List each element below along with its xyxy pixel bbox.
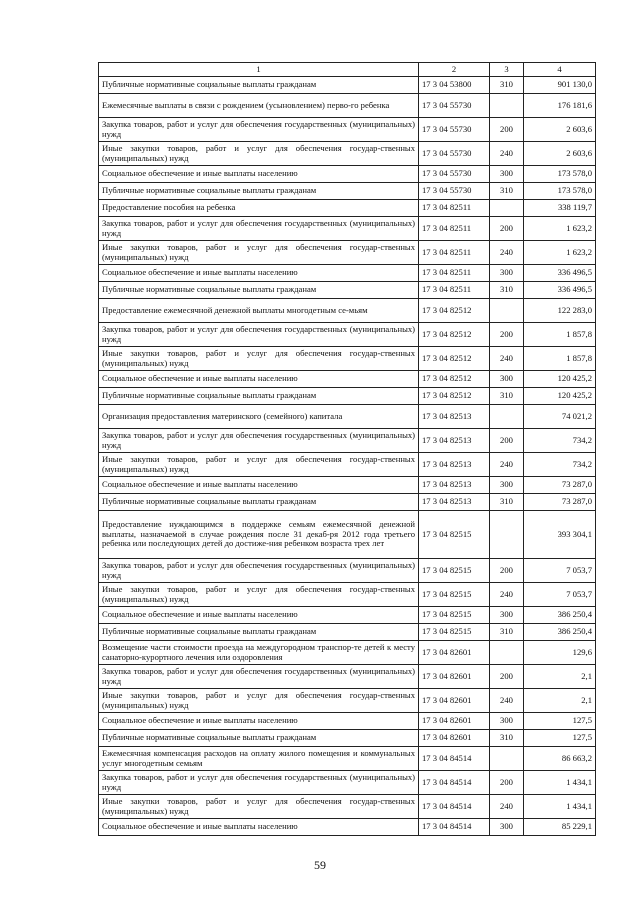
row-amount-cell: 1 434,1 xyxy=(524,771,596,795)
row-amount-cell: 386 250,4 xyxy=(524,607,596,624)
row-name-cell: Закупка товаров, работ и услуг для обеспечения государственных (муниципальных) нужд xyxy=(99,665,419,689)
table-row xyxy=(99,77,596,94)
row-csr-cell: 17 3 04 82515 xyxy=(419,583,490,607)
row-amount-cell: 1 623,2 xyxy=(524,217,596,241)
row-name-cell: Иные закупки товаров, работ и услуг для обеспечения государ-ственных (муниципальных) нужд xyxy=(99,241,419,265)
row-vr-cell: 300 xyxy=(490,371,524,388)
table-row xyxy=(99,265,596,282)
row-amount-cell: 86 663,2 xyxy=(524,747,596,771)
row-vr-cell: 200 xyxy=(490,217,524,241)
row-vr-cell: 310 xyxy=(490,730,524,747)
table-row xyxy=(99,665,596,689)
row-csr-cell: 17 3 04 55730 xyxy=(419,183,490,200)
row-amount-cell: 7 053,7 xyxy=(524,583,596,607)
row-name-cell: Социальное обеспечение и иные выплаты населению xyxy=(99,265,419,282)
row-name-cell: Иные закупки товаров, работ и услуг для обеспечения государ-ственных (муниципальных) нужд xyxy=(99,689,419,713)
table-row xyxy=(99,94,596,118)
row-name-cell: Публичные нормативные социальные выплаты гражданам xyxy=(99,183,419,200)
table-row xyxy=(99,795,596,819)
row-csr-cell: 17 3 04 82512 xyxy=(419,388,490,405)
row-vr-cell: 310 xyxy=(490,624,524,641)
row-vr-cell: 200 xyxy=(490,118,524,142)
row-vr-cell: 200 xyxy=(490,429,524,453)
row-vr-cell: 310 xyxy=(490,77,524,94)
row-csr-cell: 17 3 04 82601 xyxy=(419,665,490,689)
row-name-cell: Ежемесячная компенсация расходов на оплату жилого помещения и коммунальных услуг многодетным семьям xyxy=(99,747,419,771)
row-csr-cell: 17 3 04 82511 xyxy=(419,265,490,282)
row-amount-cell: 393 304,1 xyxy=(524,511,596,559)
table-row xyxy=(99,217,596,241)
table-row xyxy=(99,730,596,747)
row-csr-cell: 17 3 04 82601 xyxy=(419,713,490,730)
table-row xyxy=(99,200,596,217)
row-name-cell: Иные закупки товаров, работ и услуг для обеспечения государ-ственных (муниципальных) нужд xyxy=(99,583,419,607)
row-name-cell: Публичные нормативные социальные выплаты гражданам xyxy=(99,730,419,747)
table-row xyxy=(99,282,596,299)
row-csr-cell: 17 3 04 82512 xyxy=(419,347,490,371)
table-row xyxy=(99,142,596,166)
row-vr-cell: 300 xyxy=(490,713,524,730)
row-vr-cell: 200 xyxy=(490,665,524,689)
table-row xyxy=(99,183,596,200)
row-name-cell: Возмещение части стоимости проезда на междугородном транспор-те детей к месту санаторно-курортного лечения или оздоровления xyxy=(99,641,419,665)
row-amount-cell: 127,5 xyxy=(524,730,596,747)
table-row xyxy=(99,819,596,836)
row-csr-cell: 17 3 04 55730 xyxy=(419,94,490,118)
row-name-cell: Предоставление пособия на ребенка xyxy=(99,200,419,217)
table-row xyxy=(99,347,596,371)
row-vr-cell xyxy=(490,641,524,665)
table-row xyxy=(99,166,596,183)
row-amount-cell: 1 623,2 xyxy=(524,241,596,265)
page-number: 59 xyxy=(314,858,326,872)
row-name-cell: Публичные нормативные социальные выплаты гражданам xyxy=(99,494,419,511)
row-csr-cell: 17 3 04 82515 xyxy=(419,607,490,624)
row-vr-cell: 300 xyxy=(490,607,524,624)
row-name-cell: Предоставление нуждающимся в поддержке семьям ежемесячной денежной выплаты, назначаемой в случае рождения после 31 декаб-ря 2012 года третьего ребенка или последующих детей до достиже-ния ребенком возраста трех лет xyxy=(99,511,419,559)
row-amount-cell: 74 021,2 xyxy=(524,405,596,429)
row-csr-cell: 17 3 04 84514 xyxy=(419,795,490,819)
row-amount-cell: 129,6 xyxy=(524,641,596,665)
row-name-cell: Социальное обеспечение и иные выплаты населению xyxy=(99,166,419,183)
row-csr-cell: 17 3 04 82513 xyxy=(419,477,490,494)
row-csr-cell: 17 3 04 82513 xyxy=(419,453,490,477)
row-name-cell: Закупка товаров, работ и услуг для обеспечения государственных (муниципальных) нужд xyxy=(99,559,419,583)
row-amount-cell: 336 496,5 xyxy=(524,282,596,299)
row-vr-cell: 310 xyxy=(490,282,524,299)
row-name-cell: Иные закупки товаров, работ и услуг для обеспечения государ-ственных (муниципальных) нужд xyxy=(99,795,419,819)
row-vr-cell: 300 xyxy=(490,477,524,494)
row-csr-cell: 17 3 04 55730 xyxy=(419,166,490,183)
table-row xyxy=(99,624,596,641)
row-vr-cell: 240 xyxy=(490,347,524,371)
row-amount-cell: 1 857,8 xyxy=(524,323,596,347)
table-row xyxy=(99,405,596,429)
row-vr-cell xyxy=(490,511,524,559)
row-vr-cell: 200 xyxy=(490,771,524,795)
row-amount-cell: 734,2 xyxy=(524,453,596,477)
row-vr-cell xyxy=(490,405,524,429)
row-name-cell: Иные закупки товаров, работ и услуг для обеспечения государ-ственных (муниципальных) нужд xyxy=(99,347,419,371)
row-amount-cell: 1 857,8 xyxy=(524,347,596,371)
row-name-cell: Предоставление ежемесячной денежной выплаты многодетным се-мьям xyxy=(99,299,419,323)
row-amount-cell: 173 578,0 xyxy=(524,166,596,183)
table-row xyxy=(99,641,596,665)
row-name-cell: Социальное обеспечение и иные выплаты населению xyxy=(99,477,419,494)
row-csr-cell: 17 3 04 82601 xyxy=(419,689,490,713)
row-amount-cell: 2,1 xyxy=(524,689,596,713)
row-csr-cell: 17 3 04 82513 xyxy=(419,405,490,429)
row-amount-cell: 73 287,0 xyxy=(524,477,596,494)
row-vr-cell: 240 xyxy=(490,453,524,477)
row-name-cell: Публичные нормативные социальные выплаты гражданам xyxy=(99,77,419,94)
row-name-cell: Ежемесячные выплаты в связи с рождением (усыновлением) перво-го ребенка xyxy=(99,94,419,118)
row-csr-cell: 17 3 04 55730 xyxy=(419,118,490,142)
table-row xyxy=(99,494,596,511)
row-amount-cell: 386 250,4 xyxy=(524,624,596,641)
table-row xyxy=(99,713,596,730)
table-row xyxy=(99,583,596,607)
row-vr-cell: 240 xyxy=(490,689,524,713)
row-name-cell: Закупка товаров, работ и услуг для обеспечения государственных (муниципальных) нужд xyxy=(99,323,419,347)
row-csr-cell: 17 3 04 82511 xyxy=(419,200,490,217)
table-row xyxy=(99,299,596,323)
table-row xyxy=(99,559,596,583)
row-amount-cell: 73 287,0 xyxy=(524,494,596,511)
row-name-cell: Организация предоставления материнского (семейного) капитала xyxy=(99,405,419,429)
row-name-cell: Социальное обеспечение и иные выплаты населению xyxy=(99,371,419,388)
row-csr-cell: 17 3 04 82515 xyxy=(419,559,490,583)
row-csr-cell: 17 3 04 82515 xyxy=(419,511,490,559)
row-amount-cell: 127,5 xyxy=(524,713,596,730)
row-csr-cell: 17 3 04 82513 xyxy=(419,494,490,511)
row-vr-cell xyxy=(490,747,524,771)
row-name-cell: Закупка товаров, работ и услуг для обеспечения государственных (муниципальных) нужд xyxy=(99,118,419,142)
table-row xyxy=(99,747,596,771)
row-vr-cell: 200 xyxy=(490,323,524,347)
row-name-cell: Публичные нормативные социальные выплаты гражданам xyxy=(99,388,419,405)
row-csr-cell: 17 3 04 84514 xyxy=(419,747,490,771)
row-vr-cell: 310 xyxy=(490,388,524,405)
row-vr-cell: 300 xyxy=(490,819,524,836)
row-name-cell: Социальное обеспечение и иные выплаты населению xyxy=(99,607,419,624)
row-vr-cell: 240 xyxy=(490,795,524,819)
row-vr-cell: 300 xyxy=(490,166,524,183)
row-name-cell: Закупка товаров, работ и услуг для обеспечения государственных (муниципальных) нужд xyxy=(99,771,419,795)
row-amount-cell: 7 053,7 xyxy=(524,559,596,583)
row-amount-cell: 2 603,6 xyxy=(524,142,596,166)
row-amount-cell: 901 130,0 xyxy=(524,77,596,94)
column-header-amount: 4 xyxy=(524,63,596,77)
row-csr-cell: 17 3 04 82601 xyxy=(419,641,490,665)
row-amount-cell: 734,2 xyxy=(524,429,596,453)
row-vr-cell: 240 xyxy=(490,583,524,607)
row-vr-cell: 300 xyxy=(490,265,524,282)
row-csr-cell: 17 3 04 55730 xyxy=(419,142,490,166)
row-name-cell: Иные закупки товаров, работ и услуг для обеспечения государ-ственных (муниципальных) нужд xyxy=(99,453,419,477)
row-name-cell: Закупка товаров, работ и услуг для обеспечения государственных (муниципальных) нужд xyxy=(99,429,419,453)
row-name-cell: Публичные нормативные социальные выплаты гражданам xyxy=(99,282,419,299)
row-vr-cell xyxy=(490,299,524,323)
row-amount-cell: 173 578,0 xyxy=(524,183,596,200)
row-csr-cell: 17 3 04 82515 xyxy=(419,624,490,641)
table-row xyxy=(99,241,596,265)
table-row xyxy=(99,771,596,795)
row-amount-cell: 336 496,5 xyxy=(524,265,596,282)
table-row xyxy=(99,689,596,713)
row-name-cell: Закупка товаров, работ и услуг для обеспечения государственных (муниципальных) нужд xyxy=(99,217,419,241)
table-row xyxy=(99,388,596,405)
row-vr-cell: 200 xyxy=(490,559,524,583)
row-vr-cell: 310 xyxy=(490,183,524,200)
row-amount-cell: 120 425,2 xyxy=(524,371,596,388)
row-vr-cell: 310 xyxy=(490,494,524,511)
row-csr-cell: 17 3 04 82512 xyxy=(419,299,490,323)
column-header-name: 1 xyxy=(99,63,419,77)
table-row xyxy=(99,453,596,477)
table-header-row xyxy=(99,63,596,77)
row-amount-cell: 338 119,7 xyxy=(524,200,596,217)
budget-table xyxy=(98,62,596,836)
row-csr-cell: 17 3 04 82512 xyxy=(419,371,490,388)
row-csr-cell: 17 3 04 82511 xyxy=(419,217,490,241)
row-amount-cell: 2,1 xyxy=(524,665,596,689)
row-amount-cell: 85 229,1 xyxy=(524,819,596,836)
row-amount-cell: 122 283,0 xyxy=(524,299,596,323)
row-csr-cell: 17 3 04 53800 xyxy=(419,77,490,94)
row-amount-cell: 120 425,2 xyxy=(524,388,596,405)
row-csr-cell: 17 3 04 84514 xyxy=(419,771,490,795)
row-csr-cell: 17 3 04 82511 xyxy=(419,241,490,265)
row-vr-cell xyxy=(490,200,524,217)
row-amount-cell: 2 603,6 xyxy=(524,118,596,142)
table-row xyxy=(99,607,596,624)
row-amount-cell: 176 181,6 xyxy=(524,94,596,118)
row-csr-cell: 17 3 04 82513 xyxy=(419,429,490,453)
column-header-vr: 3 xyxy=(490,63,524,77)
table-row xyxy=(99,429,596,453)
table-row xyxy=(99,323,596,347)
table-row xyxy=(99,477,596,494)
row-vr-cell: 240 xyxy=(490,241,524,265)
row-vr-cell: 240 xyxy=(490,142,524,166)
table-row xyxy=(99,118,596,142)
table-row xyxy=(99,371,596,388)
row-name-cell: Публичные нормативные социальные выплаты гражданам xyxy=(99,624,419,641)
row-name-cell: Социальное обеспечение и иные выплаты населению xyxy=(99,713,419,730)
column-header-csr: 2 xyxy=(419,63,490,77)
row-csr-cell: 17 3 04 82512 xyxy=(419,323,490,347)
table-row xyxy=(99,511,596,559)
row-amount-cell: 1 434,1 xyxy=(524,795,596,819)
row-csr-cell: 17 3 04 84514 xyxy=(419,819,490,836)
row-name-cell: Социальное обеспечение и иные выплаты населению xyxy=(99,819,419,836)
row-name-cell: Иные закупки товаров, работ и услуг для обеспечения государ-ственных (муниципальных) нужд xyxy=(99,142,419,166)
row-vr-cell xyxy=(490,94,524,118)
row-csr-cell: 17 3 04 82601 xyxy=(419,730,490,747)
row-csr-cell: 17 3 04 82511 xyxy=(419,282,490,299)
